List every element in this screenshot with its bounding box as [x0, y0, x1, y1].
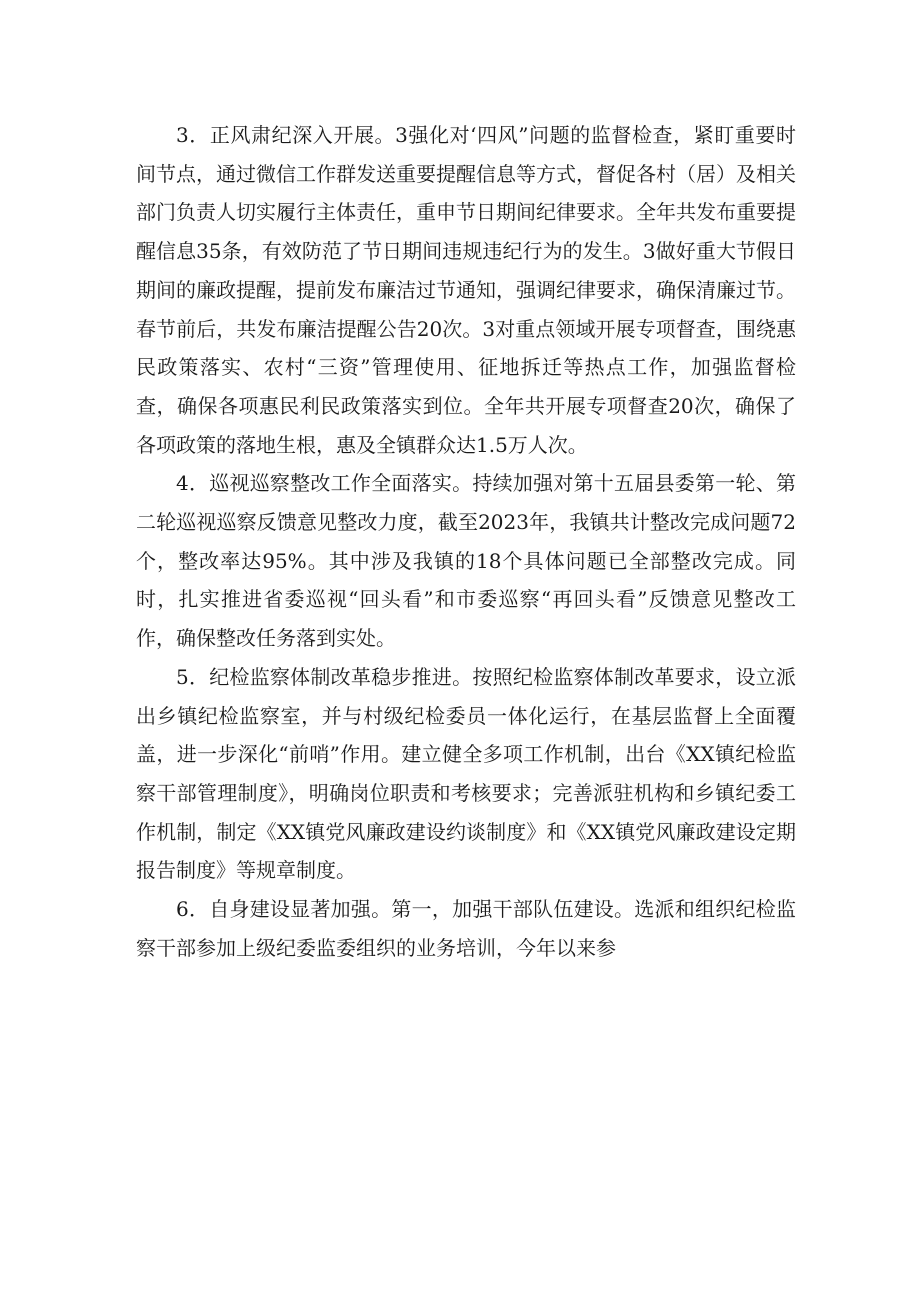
paragraph-system-reform: 5．纪检监察体制改革稳步推进。按照纪检监察体制改革要求，设立派出乡镇纪检监察室，并与村级纪检委员一体化运行，在基层监督上全面覆盖，进一步深化“前哨”作用。建立健全多项工作机制，出台《XX镇纪检监察干部管理制度》，明确岗位职责和考核要求；完善派驻机构和乡镇纪委工作机制，制定《XX镇党风廉政建设约谈制度》和《XX镇党风廉政建设定期报告制度》等规章制度。 [136, 664, 796, 883]
document-body [136, 116, 796, 967]
paragraph-inspection-rectification: 4．巡视巡察整改工作全面落实。持续加强对第十五届县委第一轮、第二轮巡视巡察反馈意见整改力度，截至2023年，我镇共计整改完成问题72个，整改率达95%。其中涉及我镇的18个具体问题已全部整改完成。同时，扎实推进省委巡视“回头看”和市委巡察“再回头看”反馈意见整改工作，确保整改任务落到实处。 [136, 471, 796, 651]
paragraph-self-building: 6．自身建设显著加强。第一，加强干部队伍建设。选派和组织纪检监察干部参加上级纪委监委组织的业务培训，今年以来参 [136, 897, 796, 960]
paragraph-discipline-enforcement: 3．正风肃纪深入开展。3强化对‘四风”问题的监督检查，紧盯重要时间节点，通过微信工作群发送重要提醒信息等方式，督促各村（居）及相关部门负责人切实履行主体责任，重申节日期间纪律要求。全年共发布重要提醒信息35条，有效防范了节日期间违规违纪行为的发生。3做好重大节假日期间的廉政提醒，提前发布廉洁过节通知，强调纪律要求，确保清廉过节。春节前后，共发布廉洁提醒公告20次。3对重点领域开展专项督查，围绕惠民政策落实、农村“三资”管理使用、征地拆迁等热点工作，加强监督检查，确保各项惠民利民政策落实到位。全年共开展专项督查20次，确保了各项政策的落地生根，惠及全镇群众达1.5万人次。 [136, 123, 796, 457]
